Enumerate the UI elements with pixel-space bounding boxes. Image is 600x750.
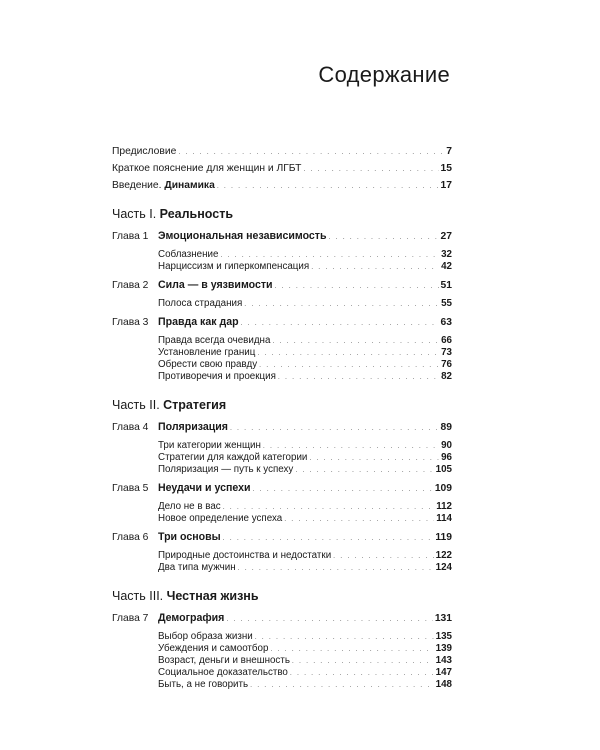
table-of-contents [112,145,452,697]
page-number: 42 [441,261,452,272]
part-heading [112,589,452,603]
subsection-title: Социальное доказательство [158,667,288,678]
page-number: 63 [440,317,452,328]
part-heading [112,207,452,221]
subsection-title: Возраст, деньги и внешность [158,655,290,666]
dot-leader [226,612,432,626]
chapter-block [112,421,452,476]
toc-chapter-entry[interactable] [158,279,452,292]
chapter-number: Глава 5 [112,483,149,494]
chapter-title: Правда как дар [158,316,239,328]
subsection-title: Выбор образа жизни [158,631,253,642]
subsection-title: Полоса страдания [158,298,243,309]
chapter-title: Поляризация [158,421,228,433]
toc-chapter-entry[interactable] [158,421,452,434]
part-title: Стратегия [163,398,227,412]
toc-subsection-entry[interactable] [158,452,452,464]
chapter-block [112,279,452,310]
toc-chapter-entry[interactable] [158,230,452,243]
dot-leader [244,298,439,311]
subsection-title: Быть, а не говорить [158,679,249,690]
chapter-number: Глава 7 [112,613,149,624]
dot-leader [217,179,439,193]
page-number: 51 [440,280,452,291]
page-number: 114 [436,513,452,524]
dot-leader [241,316,439,330]
part-prefix: Часть III. [112,589,167,603]
chapter-number: Глава 2 [112,280,149,291]
dot-leader [284,513,434,526]
page-number: 147 [435,667,452,678]
subsection-title: Убеждения и самоотбор [158,643,269,654]
dot-leader [250,679,434,692]
subsection-title: Правда всегда очевидна [158,335,271,346]
subsection-title: Установление границ [158,347,256,358]
toc-subsection-entry[interactable] [158,335,452,347]
page-number: 7 [446,146,452,157]
page-number: 139 [435,643,452,654]
subsection-title: Новое определение успеха [158,513,283,524]
toc-entry-label [112,179,215,192]
subsection-title: Стратегии для каждой категории [158,452,308,463]
toc-entry-label: Предисловие [112,146,177,157]
toc-subsection-entry[interactable] [158,261,452,273]
subsection-title: Противоречия и проекция [158,371,276,382]
page-number: 122 [435,550,452,561]
chapter-number: Глава 6 [112,532,149,543]
dot-leader [303,162,438,176]
subsection-title: Соблазнение [158,249,219,260]
dot-leader [278,371,439,384]
toc-subsection-entry[interactable] [158,679,452,691]
page-number: 148 [435,679,452,690]
page-number: 17 [440,180,452,191]
toc-subsection-entry[interactable] [158,347,452,359]
page-number: 96 [441,452,452,463]
entry-title: Динамика [164,180,215,191]
chapter-title: Три основы [158,531,221,543]
chapter-block [112,612,452,691]
page-number: 124 [435,562,452,573]
toc-subsection-entry[interactable] [158,501,452,513]
page-number: 112 [436,501,452,512]
chapter-block [112,316,452,383]
dot-leader [253,482,433,496]
part-prefix: Часть I. [112,207,160,221]
subsection-title: Дело не в вас [158,501,221,512]
toc-front-entry[interactable] [112,179,452,192]
page-title: Содержание [318,62,450,87]
dot-leader [275,279,439,293]
subsection-title: Три категории женщин [158,440,261,451]
page-number: 32 [441,249,452,260]
chapter-block [112,482,452,525]
toc-subsection-entry[interactable] [158,562,452,574]
toc-chapter-entry[interactable] [158,612,452,625]
chapter-number: Глава 3 [112,317,149,328]
part-title: Реальность [159,207,234,221]
toc-entry-label: Краткое пояснение для женщин и ЛГБТ [112,163,302,174]
page-number: 66 [441,335,452,346]
page-number: 143 [435,655,452,666]
toc-subsection-entry[interactable] [158,298,452,310]
page-number: 89 [440,422,452,433]
toc-subsection-entry[interactable] [158,513,452,525]
toc-front-entry[interactable] [112,145,452,158]
page-number: 105 [435,464,452,475]
toc-chapter-entry[interactable] [158,316,452,329]
dot-leader [223,531,434,545]
subsection-title: Обрести свою правду [158,359,258,370]
toc-subsection-entry[interactable] [158,667,452,679]
toc-subsection-entry[interactable] [158,550,452,562]
page-number: 131 [434,613,452,624]
page-number: 135 [435,631,452,642]
entry-prefix: Введение. [112,180,165,191]
dot-leader [329,230,439,244]
chapter-block [112,531,452,574]
toc-subsection-entry[interactable] [158,643,452,655]
chapter-title: Сила — в уязвимости [158,279,273,291]
page-number: 82 [441,371,452,382]
toc-front-entry[interactable] [112,162,452,175]
page-number: 90 [441,440,452,451]
chapter-number: Глава 1 [112,231,149,242]
dot-leader [311,261,439,274]
page-number: 119 [435,532,452,543]
subsection-title: Нарциссизм и гиперкомпенсация [158,261,310,272]
page-number: 73 [441,347,452,358]
dot-leader [178,145,444,159]
toc-subsection-entry[interactable] [158,655,452,667]
part-title: Честная жизнь [166,589,259,603]
chapter-title: Неудачи и успехи [158,482,251,494]
toc-subsection-entry[interactable] [158,631,452,643]
toc-subsection-entry[interactable] [158,359,452,371]
toc-subsection-entry[interactable] [158,371,452,383]
dot-leader [238,562,434,575]
chapter-title: Демография [158,612,225,624]
chapter-block [112,230,452,273]
page-number: 15 [440,163,452,174]
chapter-number: Глава 4 [112,422,149,433]
subsection-title: Поляризация — путь к успеху [158,464,294,475]
dot-leader [295,464,433,477]
toc-subsection-entry[interactable] [158,249,452,261]
page-number: 76 [441,359,452,370]
page-number: 109 [434,483,452,494]
toc-chapter-entry[interactable] [158,531,452,544]
subsection-title: Два типа мужчин [158,562,236,573]
dot-leader [230,421,439,435]
toc-subsection-entry[interactable] [158,464,452,476]
toc-chapter-entry[interactable] [158,482,452,495]
chapter-title: Эмоциональная независимость [158,230,327,242]
page-number: 27 [440,231,452,242]
part-prefix: Часть II. [112,398,164,412]
toc-subsection-entry[interactable] [158,440,452,452]
subsection-title: Природные достоинства и недостатки [158,550,332,561]
part-heading [112,398,452,412]
page-number: 55 [441,298,452,309]
